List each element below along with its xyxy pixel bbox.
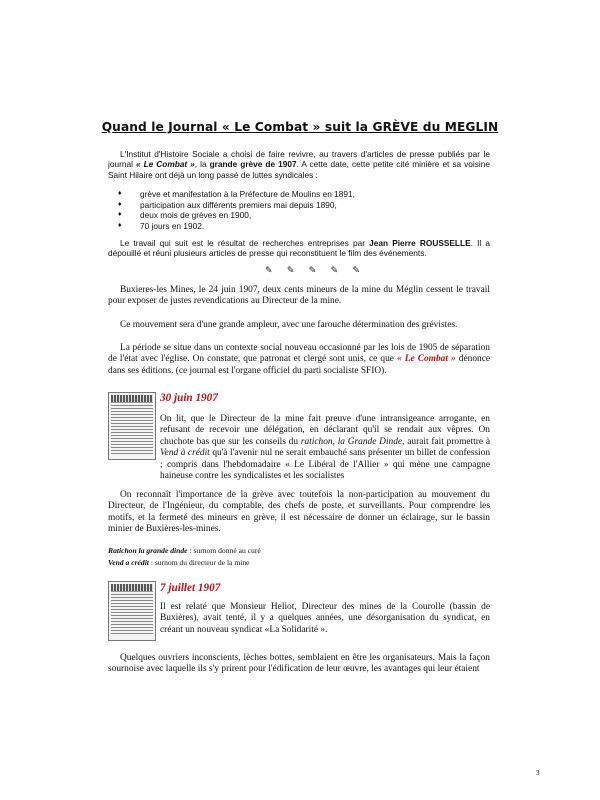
footnote-term: Ratichon la grande dinde — [108, 546, 188, 555]
research-text-b: . Il a dépouillé et réuni plusieurs articles de presse qui reconstituent le film des événements. — [108, 238, 490, 259]
newspaper-clipping-image — [108, 392, 156, 460]
research-paragraph — [108, 238, 490, 259]
quill-icon: ✎ — [330, 266, 339, 276]
diamond-bullet-icon: ♦ — [118, 211, 122, 219]
section-ornament — [265, 266, 360, 276]
list-item — [118, 200, 355, 211]
body-paragraph-1: Buxieres-les Mines, le 24 juin 1907, deux cents mineurs de la mine du Méglin cessent le travail pour exposer de justes revendications au Directeur de la mine. — [108, 285, 490, 307]
page-title: Quand le Journal « Le Combat » suit la GRÈVE du MEGLIN — [101, 120, 499, 134]
article-1-italic-term-2: Vend à crédit — [160, 448, 210, 459]
struggles-list — [118, 189, 355, 231]
quill-icon: ✎ — [286, 266, 295, 276]
journal-name: « Le Combat » — [135, 159, 195, 170]
diamond-bullet-icon: ♦ — [118, 200, 122, 208]
intro-text-c: , la — [194, 159, 207, 170]
article-2-paragraph-2: Quelques ouvriers inconscients, lèches bottes, semblaient en être les organisateurs. Mais la façon sournoise avec laquelle ils s'y prirent pour l'édification de leur œuvre, les avantages qui leur étaient — [108, 653, 490, 675]
article-date-heading: 7 juillet 1907 — [160, 582, 221, 594]
body-text-a: La période se situe dans un contexte social nouveau occasionné par les lois de 1905 de séparation de l'état avec l'église. On constate, que patronat et clergé sont unis, ce que — [108, 343, 490, 365]
article-1-text — [160, 414, 490, 482]
list-item-text: 70 jours en 1902. — [140, 220, 205, 231]
journal-name-red: « Le Combat » — [397, 354, 456, 365]
intro-paragraph — [108, 149, 490, 180]
footnote — [108, 546, 261, 555]
quill-icon: ✎ — [308, 266, 317, 276]
research-text-a: Le travail qui suit est le résultat de recherches entreprises par — [120, 238, 365, 248]
footnote-definition: : surnom du directeur de la mine — [148, 558, 250, 567]
intro-text-a: L'Institut d'Histoire Sociale a choisi de faire revivre, au travers d'articles de presse publiés par le journal — [108, 149, 490, 170]
newspaper-clipping-image — [108, 581, 156, 641]
footnote-definition: : surnom donné au curé — [187, 546, 261, 555]
diamond-bullet-icon: ♦ — [118, 221, 122, 229]
page-number: 3 — [536, 769, 540, 777]
article-1-text-a: On lit, que le Directeur de la mine fait preuve d'une intransigeance arrogante, en refusant de recevoir une délégation, en déclarant qu'il se rendait aux vêpres. On chuchote bas que sur les conseils du — [160, 414, 490, 447]
article-date-heading: 30 juin 1907 — [160, 392, 218, 404]
diamond-bullet-icon: ♦ — [118, 190, 122, 197]
list-item — [118, 189, 355, 200]
list-item-text: deux mois de grèves en 1900, — [140, 210, 252, 221]
list-item — [118, 221, 355, 232]
body-text-b: dénonce dans ses éditions. (ce journal est l'organe officiel du parti socialiste SFIO). — [108, 354, 491, 376]
article-1-italic-term: ratichon, la Grande Dinde — [300, 436, 403, 447]
strike-name: grande grève de 1907 — [209, 159, 297, 170]
footnote — [108, 558, 250, 567]
quill-icon: ✎ — [265, 266, 273, 276]
article-1-paragraph-2: On reconnaît l'importance de la grève avec toutefois la non-participation au mouvement du Directeur, de l'Ingénieur, du comptable, des chefs de poste, et surveillants. Pour comprendre les motifs, et la fermeté des mineurs en grève, il est nécessaire de donner un éclairage, sur le bassin minier de Buxières-les-mines. — [108, 490, 490, 535]
intro-text-e: . A cette date, cette petite cité minière et sa voisine Saint Hilaire ont déjà un long passé de luttes syndicales : — [108, 159, 490, 180]
article-2-text: Il est relaté que Monsieur Heliot, Directeur des mines de la Courolle (bassin de Buxières), avait tenté, il y a quelques années, une désorganisation du syndicat, en créant un nouveau syndicat «La Solidarité ». — [160, 602, 490, 635]
list-item-text: grève et manifestation à la Préfecture de Moulins en 1891, — [140, 189, 355, 199]
quill-icon: ✎ — [352, 266, 360, 276]
body-paragraph-3 — [108, 343, 490, 377]
article-1-text-b: , aurait fait promettre à — [402, 436, 491, 447]
list-item — [118, 210, 355, 221]
author-name: Jean Pierre ROUSSELLE — [369, 238, 471, 248]
body-paragraph-2: Ce mouvement sera d'une grande ampleur, avec une farouche détermination des grévistes. — [120, 320, 458, 330]
footnote-term: Vend a crédit — [108, 558, 149, 567]
article-1-text-c: qu'à l'avenir nul ne serait embauché sans présenter un billet de confession ; compris dans l'hebdomadaire « Le Libéral de l'Allier » qui mène une campagne haineuse contre les syndicalistes et les socialistes — [160, 448, 491, 482]
list-item-text: participation aux différents premiers mai depuis 1890, — [140, 199, 337, 210]
